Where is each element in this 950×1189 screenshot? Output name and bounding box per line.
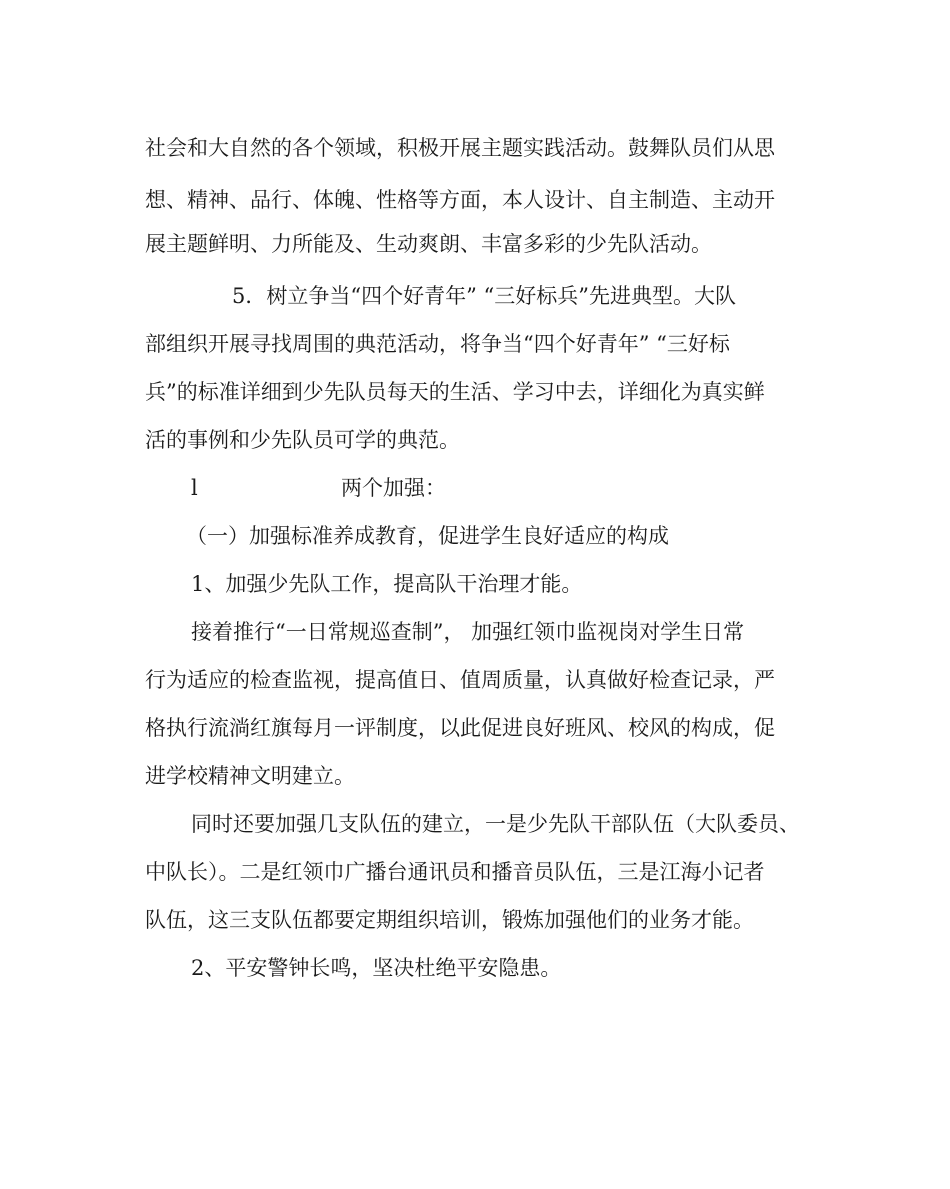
text-line: 社会和大自然的各个领域，积极开展主题实践活动。鼓舞队员们从思 — [145, 136, 775, 160]
text-line: 格执行流淌红旗每月一评制度，以此促进良好班风、校风的构成，促 — [145, 716, 775, 740]
text-line: 队伍，这三支队伍都要定期组织培训，锻炼加强他们的业务才能。 — [145, 908, 754, 932]
text-line: 5．树立争当“四个好青年” “三好标兵”先进典型。大队 — [232, 284, 736, 308]
section-heading: 两个加强： — [341, 476, 446, 500]
item-heading: 1、加强少先队工作，提高队干治理才能。 — [191, 572, 583, 596]
text-line: 接着推行“一日常规巡查制”， 加强红领巾监视岗对学生日常 — [191, 620, 745, 644]
text-line: 进学校精神文明建立。 — [145, 764, 355, 788]
item-heading: 2、平安警钟长鸣，坚决杜绝平安隐患。 — [191, 956, 562, 980]
text-line: 活的事例和少先队员可学的典范。 — [145, 428, 460, 452]
text-line: 行为适应的检查监视，提高值日、值周质量，认真做好检查记录，严 — [145, 668, 775, 692]
text-line: 展主题鲜明、力所能及、生动爽朗、丰富多彩的少先队活动。 — [145, 232, 712, 256]
subsection-heading: （一）加强标准养成教育，促进学生良好适应的构成 — [186, 524, 669, 548]
text-line: 兵”的标准详细到少先队员每天的生活、学习中去，详细化为真实鲜 — [145, 380, 765, 404]
list-bullet: l — [191, 476, 198, 500]
text-line: 同时还要加强几支队伍的建立，一是少先队干部队伍（大队委员、 — [191, 812, 800, 836]
text-line: 中队长）。二是红领巾广播台通讯员和播音员队伍，三是江海小记者 — [145, 860, 765, 884]
text-line: 部组织开展寻找周围的典范活动，将争当“四个好青年” “三好标 — [145, 332, 730, 356]
text-line: 想、精神、品行、体魄、性格等方面，本人设计、自主制造、主动开 — [145, 188, 775, 212]
